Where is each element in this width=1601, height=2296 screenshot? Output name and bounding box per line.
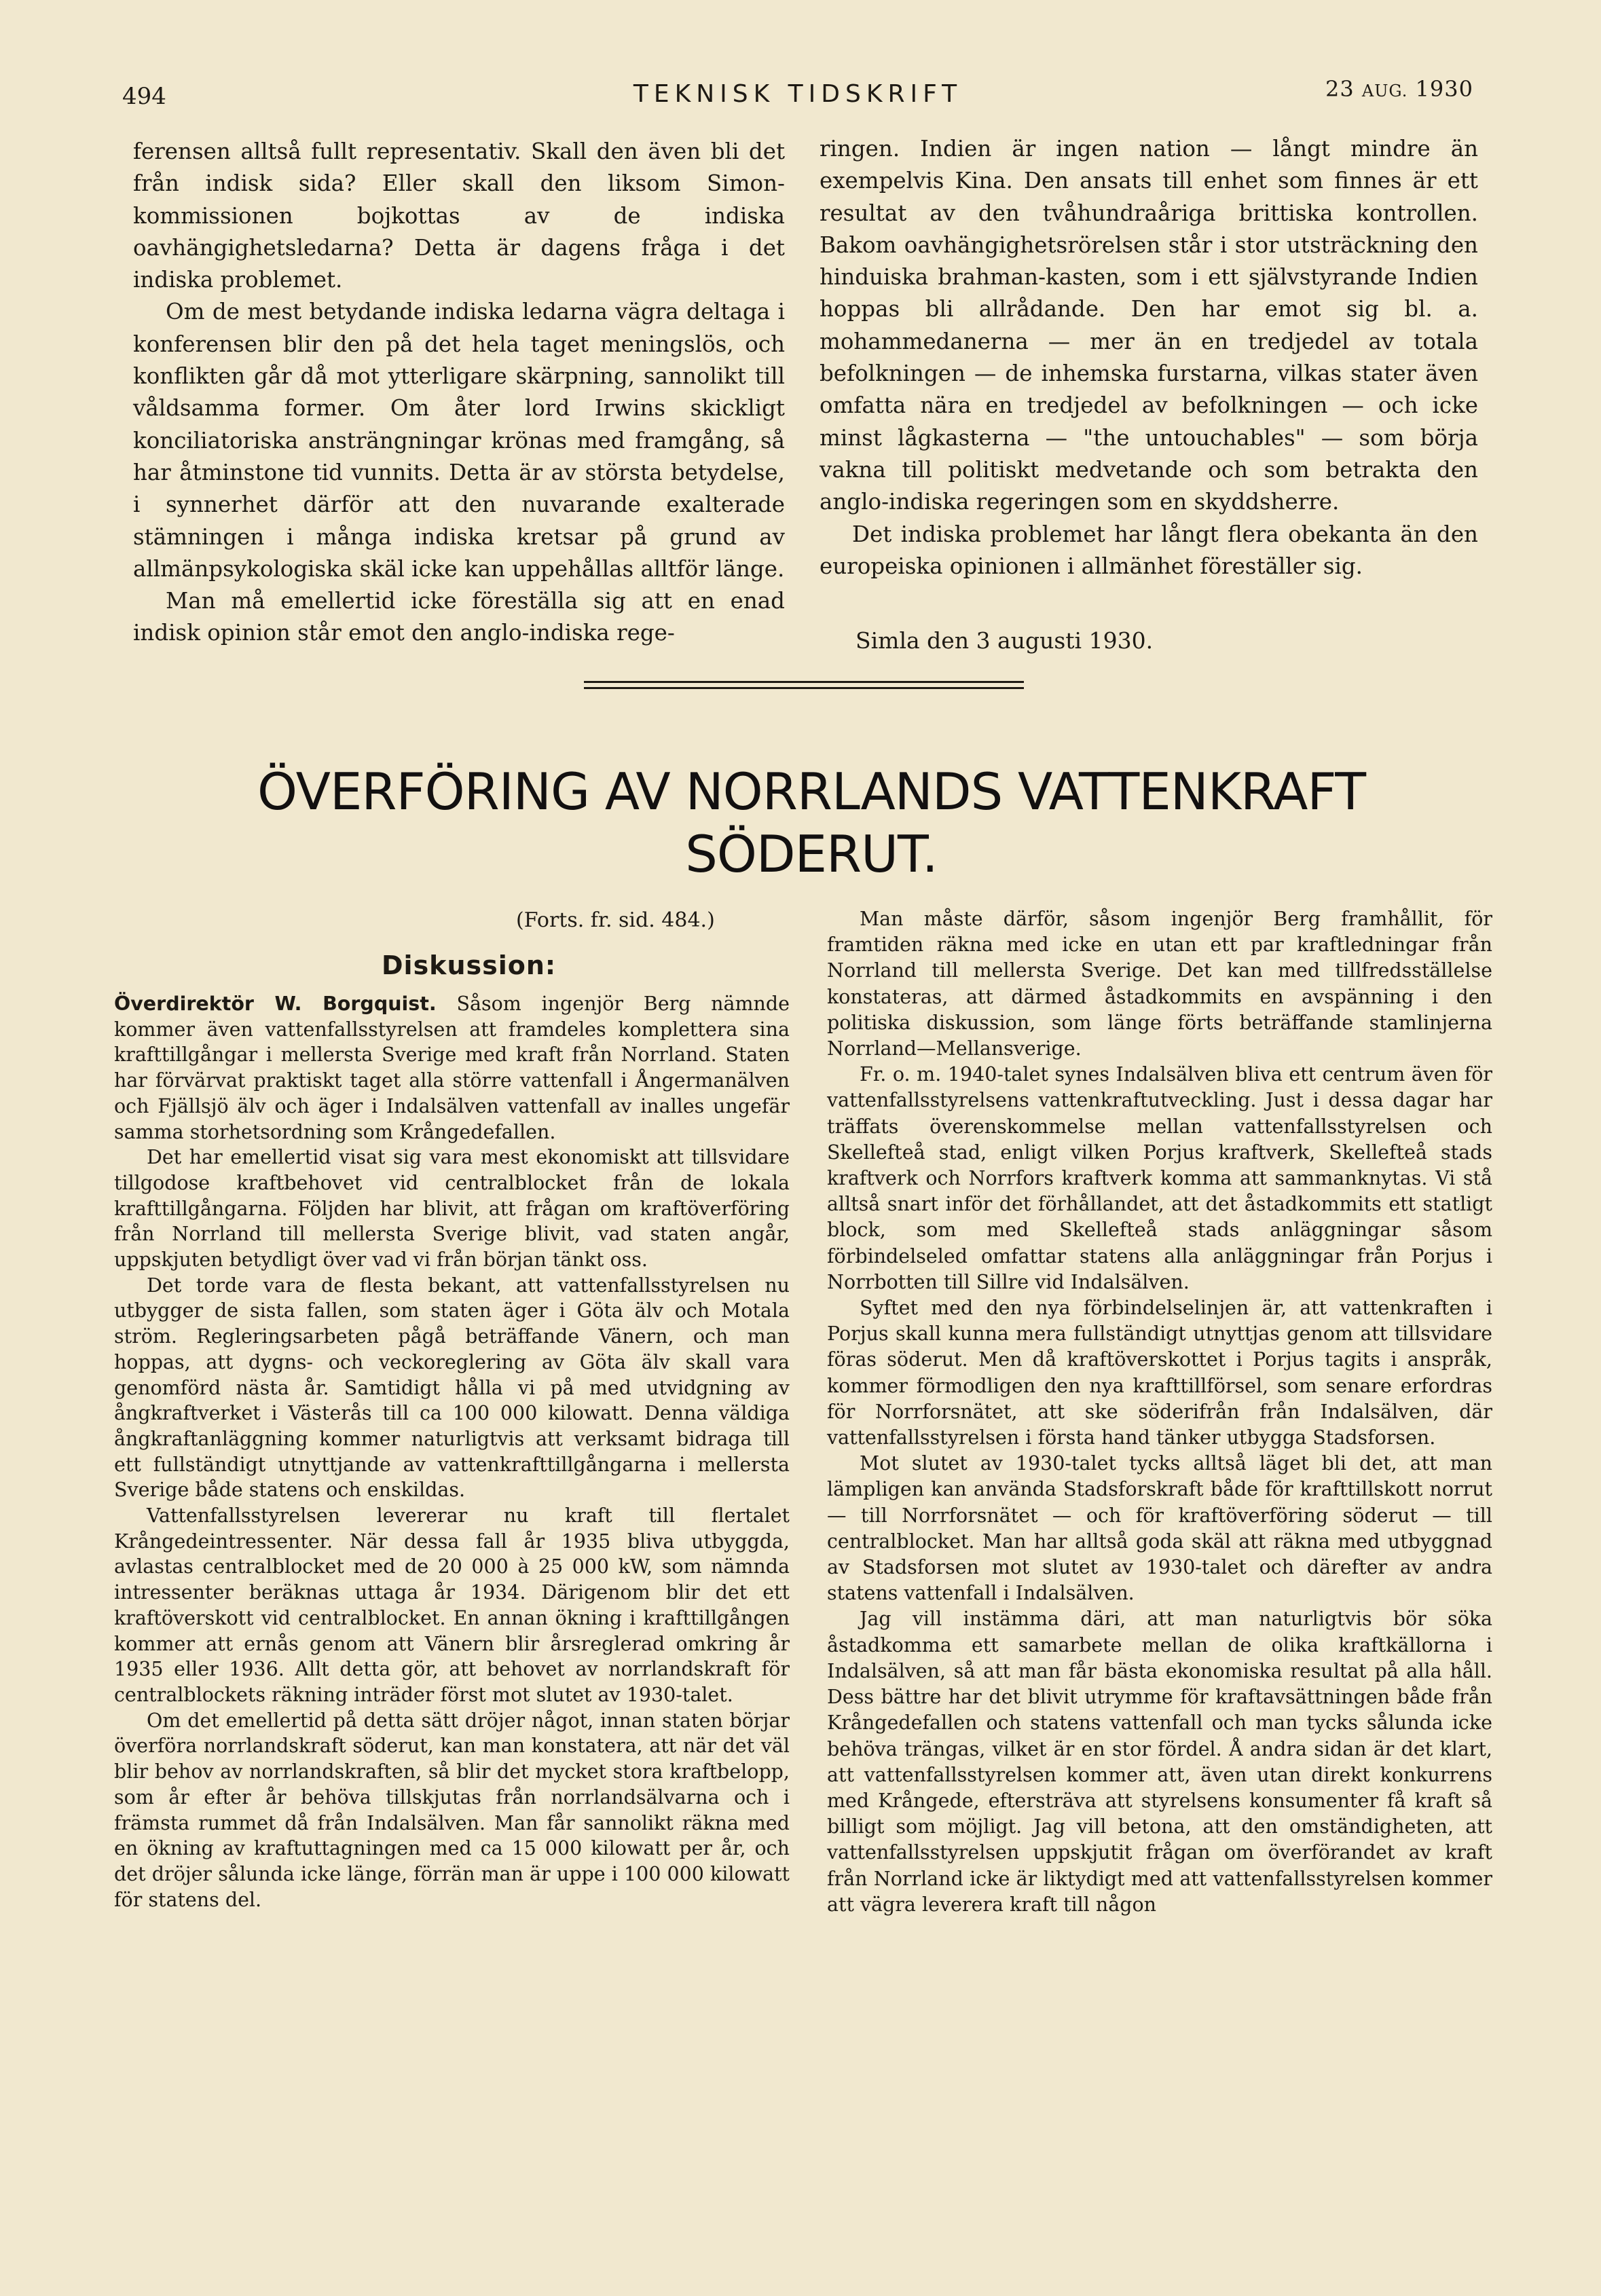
double-rule-divider [584, 681, 1024, 690]
speaker-name: Överdirektör W. Borgquist. [114, 993, 437, 1015]
paragraph: Jag vill instämma däri, att man naturligtvis bör söka åstadkomma ett samarbete mellan de olika kraftkällorna i Indalsälven, så att man får bästa ekonomiska resultat på alla håll. Dess bättre har det blivit utrymme för kraftavsättningen både från Krångedefallen och statens vattenfall och man tycks sålunda icke behöva trängas, vilket är en stor fördel. Å andra sidan är det klart, att vattenfallsstyrelsen kommer att, även utan direkt konkurrens med Krångede, eftersträva att styrelsens konsumenter få kraft så billigt som möjligt. Jag vill betona, att den omständigheten, att vattenfallsstyrelsen uppskjutit frågan om överförandet av kraft från Norrland icke är liktydigt med att vattenfallsstyrelsen kommer att vägra leverera kraft till någon [827, 1608, 1492, 1916]
article-title-line1: ÖVERFÖRING AV NORRLANDS VATTENKRAFT [257, 762, 1366, 821]
article-title-line2: SÖDERUT. [685, 824, 938, 884]
page-header [122, 76, 1473, 124]
issue-date-month: AUG. [1361, 81, 1408, 100]
paragraph: ringen. Indien är ingen nation — långt mindre än exempelvis Kina. Den ansats till enhet som finnes är ett resultat av den tvåhundraåriga brittiska kontrollen. Bakom oavhängighetsrörelsen står i stor utsträckning den hinduiska brahman-kasten, som i ett självstyrande Indien hoppas bli allrådande. Den har emot sig bl. a. mohammedanerna — mer än en tredjedel av totala befolkningen — de inhemska furstarna, vilkas stater även omfatta nära en tredjedel av befolkningen — och icke minst lågkasterna — "the untouchables" — som börja vakna till politiskt medvetande och som betrakta den anglo-indiska regeringen som en skyddsherre. [820, 136, 1478, 515]
continuation-note: (Forts. fr. sid. 484.) [516, 908, 715, 932]
paragraph: Syftet med den nya förbindelselinjen är, att vattenkraften i Porjus skall kunna mera fullständigt utnyttjas genom att tillsvidare föras söderut. Men då kraftöverskottet i Porjus tagits i anspråk, kommer förmodligen den nya krafttillförsel, som senare erfordras för Norrforsnätet, att ske söderifrån från Indalsälven, där vattenfallsstyrelsen i första hand tänker utbygga Stadsforsen. [827, 1297, 1492, 1449]
issue-date-year: 1930 [1415, 76, 1473, 102]
paragraph: ferensen alltså fullt representativ. Skall den även bli det från indisk sida? Eller skall den liksom Simon-kommissionen bojkottas av de indiska oavhängighetsledarna? Detta är dagens fråga i det indiska problemet. [133, 138, 785, 293]
paragraph: Fr. o. m. 1940-talet synes Indalsälven bliva ett centrum även för vattenfallsstyrelsens vattenkraftutveckling. Just i dessa dagar har träffats överenskommelse mellan vattenfallsstyrelsen och Skellefteå stad, enligt vilken Porjus kraftverk, Skellefteå stads kraftverk och Norrfors kraftverk komma att sammanknytas. Vi stå alltså snart inför det förhållandet, att det åstadkommits ett statligt block, som med Skellefteå stads anläggningar såsom förbindelseled omfattar statens alla anläggningar från Porjus i Norrbotten till Sillre vid Indalsälven. [827, 1063, 1492, 1293]
paragraph [114, 991, 790, 1145]
column-top-right [820, 133, 1478, 582]
column-bottom-right [827, 906, 1492, 1918]
paragraph: Om det emellertid på detta sätt dröjer något, innan staten börjar överföra norrlandskraft söderut, kan man konstatera, att när det väl blir behov av norrlandskraften, så blir det mycket stora kraftbelopp, som år efter år behöva tillskjutas från norrlandsälvarna och i främsta rummet då från Indalsälven. Man får sannolikt räkna med en ökning av kraftuttagningen med ca 15 000 kilowatt per år, och det dröjer sålunda icke länge, förrän man är uppe i 100 000 kilowatt för statens del. [114, 1709, 790, 1911]
page-number: 494 [122, 83, 166, 110]
issue-date-day: 23 [1325, 76, 1355, 102]
paragraph: Det har emellertid visat sig vara mest ekonomiskt att tillsvidare tillgodose kraftbehovet vid centralblocket från de lokala krafttillgångarna. Följden har blivit, att frågan om kraftöverföring från Norrland till mellersta Sverige blivit, vad staten angår, uppskjuten betydligt över vad vi från början tänkt oss. [114, 1146, 790, 1272]
discussion-heading: Diskussion: [382, 950, 557, 980]
column-top-left [133, 136, 785, 650]
paragraph: Om de mest betydande indiska ledarna vägra deltaga i konferensen blir den på det hela taget meningslös, och konflikten går då mot ytterligare skärpning, sannolikt till våldsamma former. Om åter lord Irwins skickligt konciliatoriska ansträngningar krönas med framgång, så har åtminstone tid vunnits. Detta är av största betydelse, i synnerhet därför att den nuvarande exalterade stämningen i många indiska kretsar på grund av allmänpsykologiska skäl icke kan uppehållas alltför länge. [133, 299, 785, 582]
issue-date [1325, 76, 1473, 102]
column-bottom-left [114, 991, 790, 1912]
paragraph: Man må emellertid icke föreställa sig att en enad indisk opinion står emot den anglo-indiska rege- [133, 588, 785, 646]
paragraph: Det torde vara de flesta bekant, att vattenfallsstyrelsen nu utbygger de sista fallen, som staten äger i Göta älv och Motala ström. Regleringsarbeten pågå beträffande Vänern, och man hoppas, att dygns- och veckoreglering av Göta älv skall vara genomförd nästa år. Samtidigt hålla vi på med utvidgning av ångkraftverket i Västerås till ca 100 000 kilowatt. Denna väldiga ångkraftanläggning kommer naturligtvis att verksamt bidraga till ett fullständigt utnyttjande av vattenkrafttillgångarna i mellersta Sverige både statens och enskildas. [114, 1274, 790, 1502]
paragraph: Det indiska problemet har långt flera obekanta än den europeiska opinionen i allmänhet föreställer sig. [820, 521, 1478, 579]
article-title [136, 760, 1487, 885]
paragraph: Mot slutet av 1930-talet tycks alltså läget bli det, att man lämpligen kan använda Stadsforskraft både för krafttillskott norrut — till Norrforsnätet — och för kraftöverföring söderut — till centralblocket. Man har alltså goda skäl att räkna med utbyggnad av Stadsforsen mot slutet av 1930-talet och därefter av andra statens vattenfall i Indalsälven. [827, 1452, 1492, 1605]
paragraph: Vattenfallsstyrelsen levererar nu kraft till flertalet Krångedeintressenter. När dessa fall år 1935 bliva utbyggda, avlastas centralblocket med de 20 000 à 25 000 kW, som nämnda intressenter beräknas uttaga år 1934. Därigenom blir det ett kraftöverskott vid centralblocket. En annan ökning i krafttillgången kommer att ernås genom att Vänern blir årsreglerad omkring år 1935 eller 1936. Allt detta gör, att behovet av norrlandskraft för centralblockets räkning inträder först mot slutet av 1930-talet. [114, 1504, 790, 1706]
paragraph-text: Såsom ingenjör Berg nämnde kommer även vattenfallsstyrelsen att framdeles komplettera sina krafttillgångar i mellersta Sverige med kraft från Norrland. Staten har förvärvat praktiskt taget alla större vattenfall i Ångermanälven och Fjällsjö älv och äger i Indalsälven vattenfall av inalles ungefär samma storhetsordning som Krångedefallen. [114, 993, 790, 1143]
journal-title: TEKNISK TIDSKRIFT [633, 80, 963, 108]
dateline-signoff: Simla den 3 augusti 1930. [855, 627, 1154, 654]
paragraph: Man måste därför, såsom ingenjör Berg framhållit, för framtiden räkna med icke en utan ett par kraftledningar från Norrland till mellersta Sverige. Det kan med tillfredsställelse konstateras, att därmed åstadkommits en avspänning i den politiska diskussion, som länge förts beträffande stamlinjerna Norrland—Mellansverige. [827, 908, 1492, 1060]
